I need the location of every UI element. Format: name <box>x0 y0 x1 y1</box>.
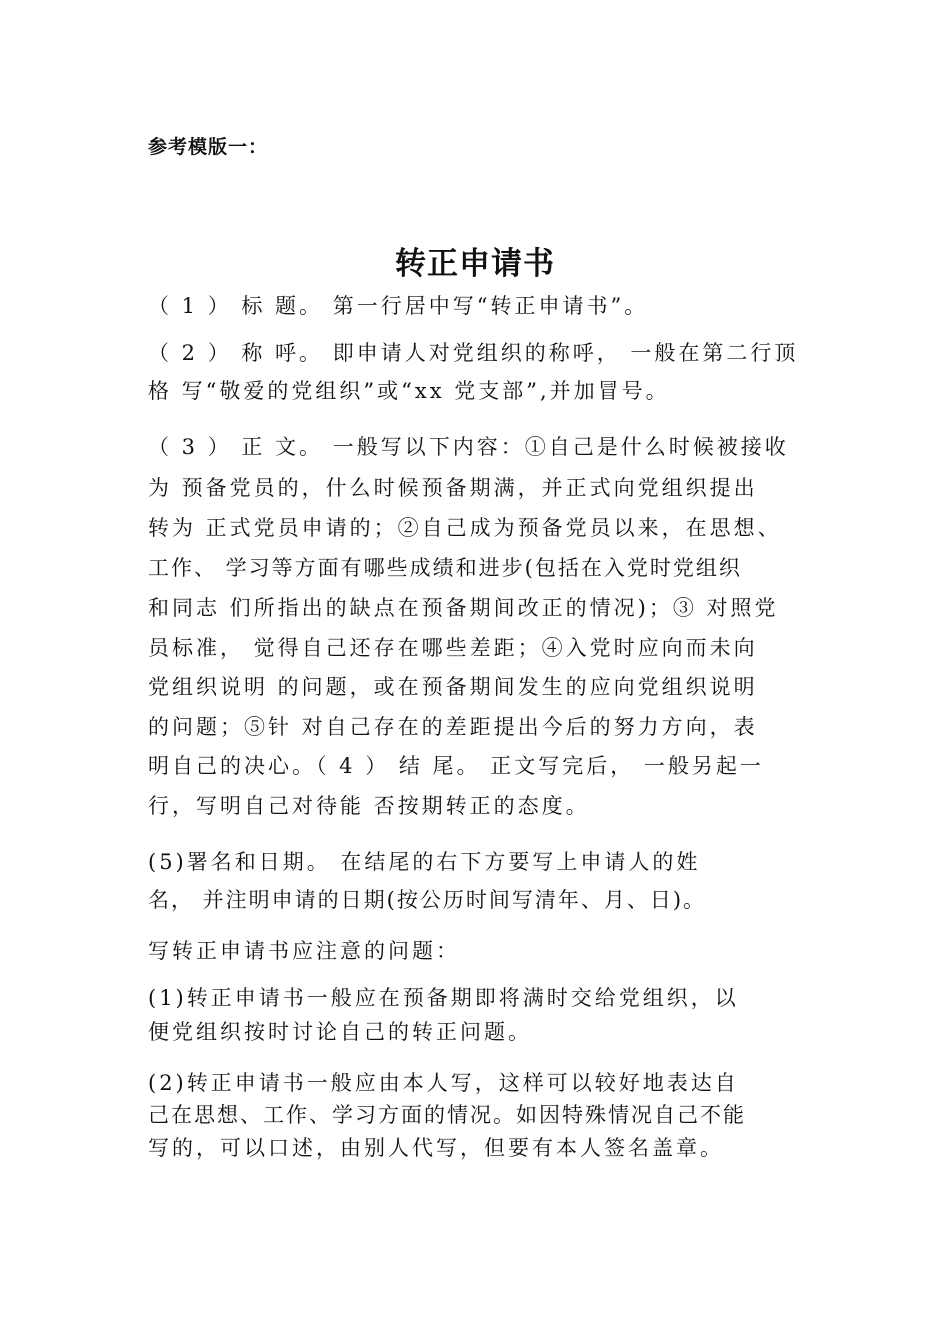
item-4-line-2: 行，写明自己对待能 否按期转正的态度。 <box>148 794 590 818</box>
notes-heading: 写转正申请书应注意的问题： <box>148 939 460 963</box>
note-2-line-2: 己在思想、工作、学习方面的情况。如因特殊情况自己不能 <box>148 1103 746 1127</box>
note-1-line-1: (1)转正申请书一般应在预备期即将满时交给党组织，以 <box>148 986 739 1010</box>
item-3-line-8: 的问题；⑤针 对自己存在的差距提出今后的努力方向，表 <box>148 715 758 739</box>
item-3-line-4: 工作、 学习等方面有哪些成绩和进步(包括在入党时党组织 <box>148 556 742 580</box>
item-5-line-2: 名， 并注明申请的日期(按公历时间写清年、月、日)。 <box>148 888 707 912</box>
item-3-line-7: 党组织说明 的问题，或在预备期间发生的应向党组织说明 <box>148 675 758 699</box>
item-2-line-1: （ 2 ） 称 呼。 即申请人对党组织的称呼， 一般在第二行顶 <box>148 341 799 365</box>
item-3-line-6: 员标准， 觉得自己还存在哪些差距；④入党时应向而未向 <box>148 636 758 660</box>
item-3-line-5: 和同志 们所指出的缺点在预备期间改正的情况)；③ 对照党 <box>148 596 779 620</box>
item-2-line-2: 格 写“敬爱的党组织”或“xx 党支部”,并加冒号。 <box>148 379 670 403</box>
item-1-title: （ 1 ） 标 题。 第一行居中写“转正申请书”。 <box>148 294 649 318</box>
note-2-line-1: (2)转正申请书一般应由本人写，这样可以较好地表达自 <box>148 1071 739 1095</box>
item-3-line-3: 转为 正式党员申请的；②自己成为预备党员以来，在思想、 <box>148 516 782 540</box>
item-3-line-1: （ 3 ） 正 文。 一般写以下内容：①自己是什么时候被接收 <box>148 435 789 459</box>
item-5-line-1: (5)署名和日期。 在结尾的右下方要写上申请人的姓 <box>148 850 701 874</box>
item-3-line-9: 明自己的决心。（ 4 ） 结 尾。 正文写完后， 一般另起一 <box>148 754 764 778</box>
template-heading: 参考模版一： <box>148 136 269 158</box>
note-2-line-3: 写的，可以口述，由别人代写，但要有本人签名盖章。 <box>148 1136 724 1160</box>
document-title: 转正申请书 <box>395 246 555 282</box>
item-3-line-2: 为 预备党员的，什么时候预备期满，并正式向党组织提出 <box>148 476 758 500</box>
note-1-line-2: 便党组织按时讨论自己的转正问题。 <box>148 1020 532 1044</box>
